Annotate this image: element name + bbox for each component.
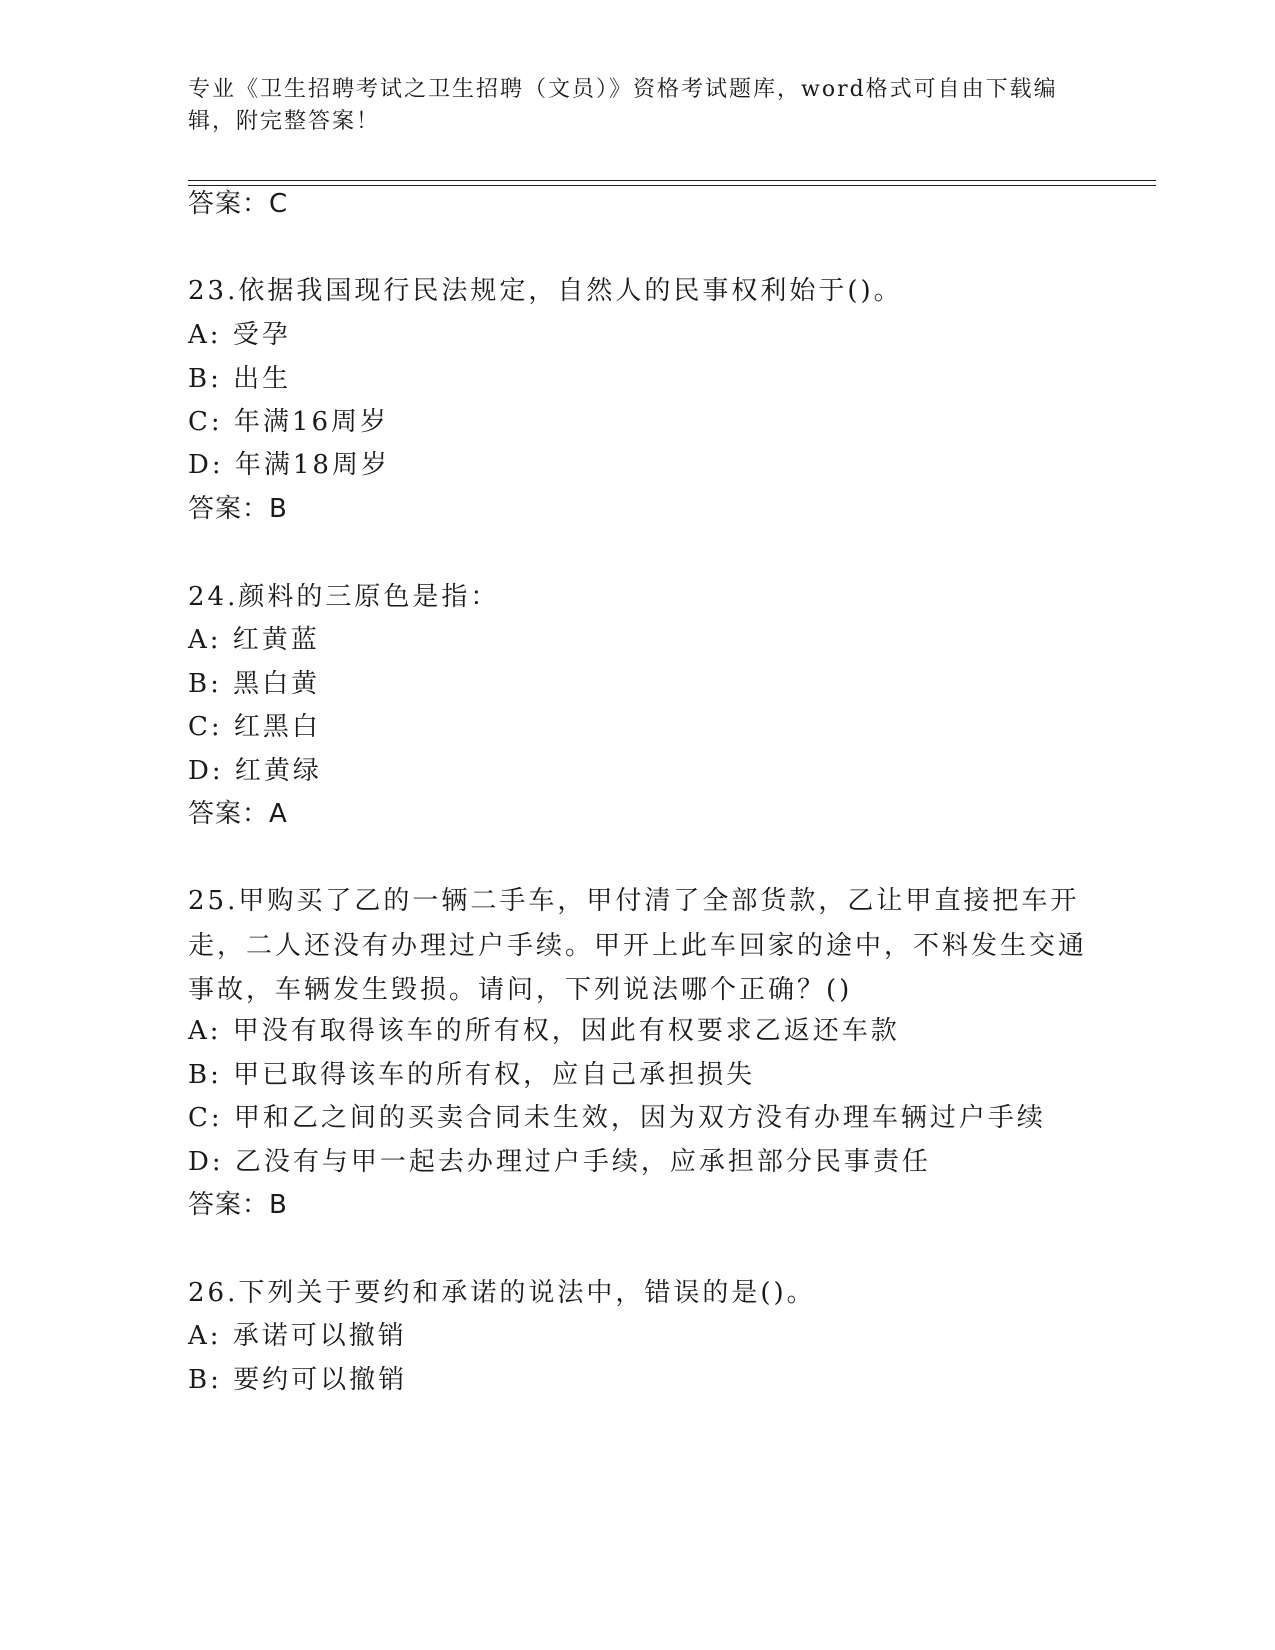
question-23-stem: 23.依据我国现行民法规定，自然人的民事权利始于()。 (188, 276, 903, 306)
previous-answer: 答案：C (188, 189, 289, 219)
question-23-option-a: A: 受孕 (188, 320, 291, 350)
question-26-stem: 26.下列关于要约和承诺的说法中，错误的是()。 (188, 1278, 816, 1308)
question-25-option-d: D: 乙没有与甲一起去办理过户手续，应承担部分民事责任 (188, 1147, 931, 1177)
question-24-option-b: B: 黑白黄 (188, 669, 321, 699)
question-23-option-b: B: 出生 (188, 364, 292, 394)
document-header: 专业《卫生招聘考试之卫生招聘（文员）》资格考试题库，word格式可自由下载编辑，附完整答案！ (188, 77, 1058, 134)
question-25-option-b: B: 甲已取得该车的所有权，应自己承担损失 (188, 1060, 756, 1090)
question-26-option-a: A: 承诺可以撤销 (188, 1321, 407, 1351)
header-divider-top (188, 180, 1156, 181)
question-24-stem: 24.颜料的三原色是指： (188, 582, 500, 612)
question-23-option-c: C: 年满16周岁 (188, 407, 390, 437)
question-24-option-d: D: 红黄绿 (188, 756, 322, 786)
question-23-answer: 答案：B (188, 494, 288, 524)
question-24-option-a: A: 红黄蓝 (188, 625, 320, 655)
question-24-answer: 答案：A (188, 799, 288, 829)
question-24-option-c: C: 红黑白 (188, 712, 321, 742)
question-25-stem: 25.甲购买了乙的一辆二手车，甲付清了全部货款，乙让甲直接把车开走，二人还没有办理过户手续。甲开上此车回家的途中，不料发生交通事故，车辆发生毁损。请问，下列说法哪个正确？() (188, 886, 1088, 1005)
question-26-option-b: B: 要约可以撤销 (188, 1365, 408, 1395)
question-25-option-a: A: 甲没有取得该车的所有权，因此有权要求乙返还车款 (188, 1016, 900, 1046)
question-25-answer: 答案：B (188, 1190, 288, 1220)
header-divider-bottom (188, 185, 1156, 186)
question-25-option-c: C: 甲和乙之间的买卖合同未生效，因为双方没有办理车辆过户手续 (188, 1103, 1046, 1133)
question-23-option-d: D: 年满18周岁 (188, 450, 390, 480)
